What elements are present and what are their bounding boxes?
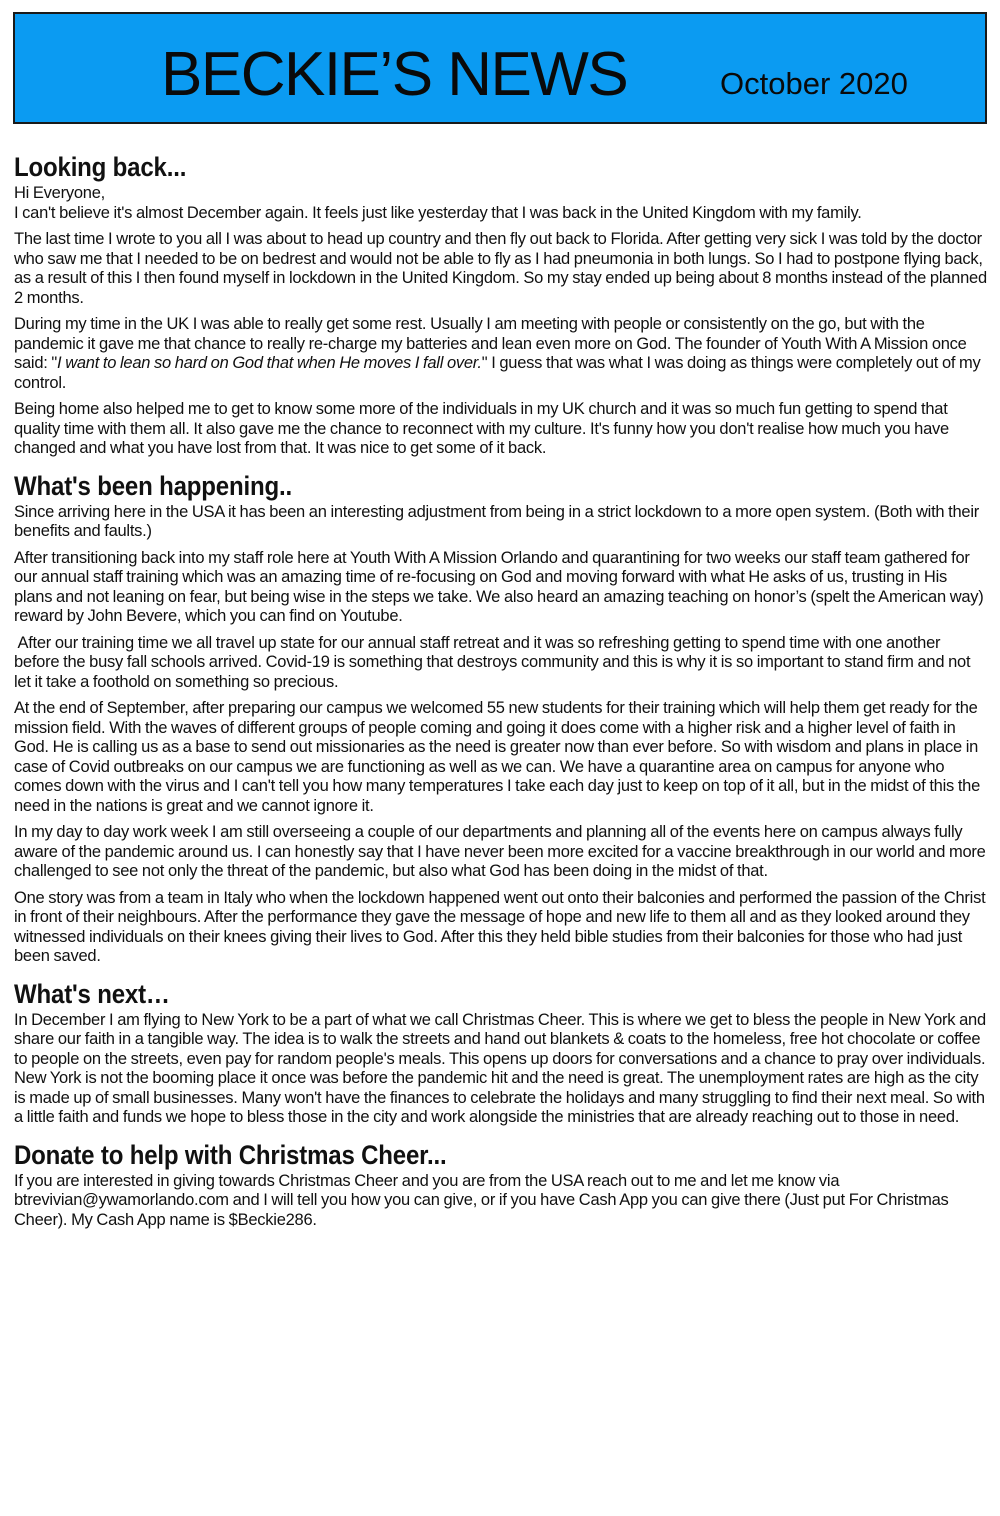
newsletter-body xyxy=(14,150,988,1237)
paragraph: The last time I wrote to you all I was about to head up country and then fly out back to Florida. After getting very sick I was told by the doctor who saw me that I needed to be on bedrest and would not be able to fly as I had pneumonia in both lungs. So I had to postpone flying back, as a result of this I then found myself in lockdown in the United Kingdom. So my stay ended up being about 8 months instead of the planned 2 months. xyxy=(14,230,987,307)
newsletter-date: October 2020 xyxy=(720,66,908,101)
paragraph: In December I am flying to New York to be a part of what we call Christmas Cheer. This is where we get to bless the people in New York and share our faith in a tangible way. The idea is to walk the streets and hand out blankets & coats to the homeless, free hot chocolate or coffee to people on the streets, even pay for random people's meals. This opens up doors for conversations and a chance to pray over individuals. New York is not the booming place it once was before the pandemic hit and the need is great. The unemployment rates are high as the city is made up of small businesses. Many won't have the finances to celebrate the holidays and many struggling to find their next meal. So with a little faith and funds we hope to bless those in the city and work alongside the ministries that are already reaching out to those in need. xyxy=(14,1010,986,1126)
founder-quote: I want to lean so hard on God that when He moves I fall over. xyxy=(57,354,482,372)
paragraph: Being home also helped me to get to know some more of the individuals in my UK church and it was so much fun getting to spend that quality time with them all. It also gave me the chance to reconnect with my culture. It's funny how you don't realise how much you have changed and what you have lost from that. It was nice to get some of it back. xyxy=(14,400,949,457)
paragraph: Since arriving here in the USA it has been an interesting adjustment from being in a strict lockdown to a more open system. (Both with their benefits and faults.) xyxy=(14,502,980,540)
paragraph: At the end of September, after preparing our campus we welcomed 55 new students for their training which will help them get ready for the mission field. With the waves of different groups of people coming and going it does come with a higher risk and a higher level of faith in God. He is calling us as a base to send out missionaries as the need is greater now than ever before. So with wisdom and plans in place in case of Covid outbreaks on our campus we are functioning as well as we can. We have a quarantine area on campus for anyone who comes down with the virus and I can't tell you how many temperatures I take each day just to keep on top of it all, but in the midst of this the need in the nations is great and we cannot ignore it. xyxy=(14,699,981,815)
paragraph: One story was from a team in Italy who when the lockdown happened went out onto their balconies and performed the passion of the Christ in front of their neighbours. After the performance they gave the message of hope and new life to them all and as they looked around they witnessed individuals on their knees giving their lives to God. After this they held bible studies from their balconies for those who had just been saved. xyxy=(14,888,986,965)
paragraph-text: During my time in the UK I was able to really get some rest. Usually I am meeting with people or consistently on the go, but with the pandemic it gave me that chance to really re-charge my batteries and lean even more on God. The founder of Youth With A Mission once said: " xyxy=(14,315,967,372)
paragraph: In my day to day work week I am still overseeing a couple of our departments and planning all of the events here on campus always fully aware of the pandemic around us. I can honestly say that I have never been more excited for a vaccine breakthrough in our world and more challenged to see not only the threat of the pandemic, but also what God has been doing in the midst of that. xyxy=(14,823,986,880)
section-whats-next xyxy=(14,977,988,1128)
heading-whats-next: What's next… xyxy=(14,978,170,1009)
paragraph xyxy=(14,634,988,693)
paragraph: If you are interested in giving towards Christmas Cheer and you are from the USA reach out to me and let me know via btrevivian@ywamorlando.com and I will tell you how you can give, or if you have Cash App you can give there (Just put For Christmas Cheer). My Cash App name is $Beckie286. xyxy=(14,1171,949,1229)
section-looking-back xyxy=(14,150,988,459)
newsletter-banner xyxy=(13,12,987,124)
heading-whats-been-happening: What's been happening.. xyxy=(14,470,292,501)
paragraph-with-quote xyxy=(14,315,988,393)
newsletter-title: BECKIE’S NEWS xyxy=(161,40,628,109)
paragraph-text: After our training time we all travel up state for our annual staff retreat and it was so refreshing getting to spend time with one another before the busy fall schools arrived. Covid-19 is something that destroys community and this is why it is so important to stand firm and not let it take a foothold on something so precious. xyxy=(14,633,971,691)
heading-looking-back: Looking back... xyxy=(14,152,187,182)
greeting: Hi Everyone, xyxy=(14,184,105,202)
section-whats-been-happening xyxy=(14,469,988,967)
heading-donate: Donate to help with Christmas Cheer... xyxy=(14,1139,447,1170)
paragraph: After transitioning back into my staff role here at Youth With A Mission Orlando and quarantining for two weeks our staff team gathered for our annual staff training which was an amazing time of re-focusing on God and moving forward with what He asks of us, trusting in His plans and not leaning on fear, but being wise in the steps we take. We also heard an amazing teaching on honor’s (spelt the American way) reward by John Bevere, which you can find on Youtube. xyxy=(14,548,984,625)
paragraph: I can't believe it's almost December again. It feels just like yesterday that I was back in the United Kingdom with my family. xyxy=(14,203,862,222)
section-donate xyxy=(14,1138,988,1231)
paragraph-text: " I guess that was what I was doing as things were completely out of my control. xyxy=(14,354,981,392)
